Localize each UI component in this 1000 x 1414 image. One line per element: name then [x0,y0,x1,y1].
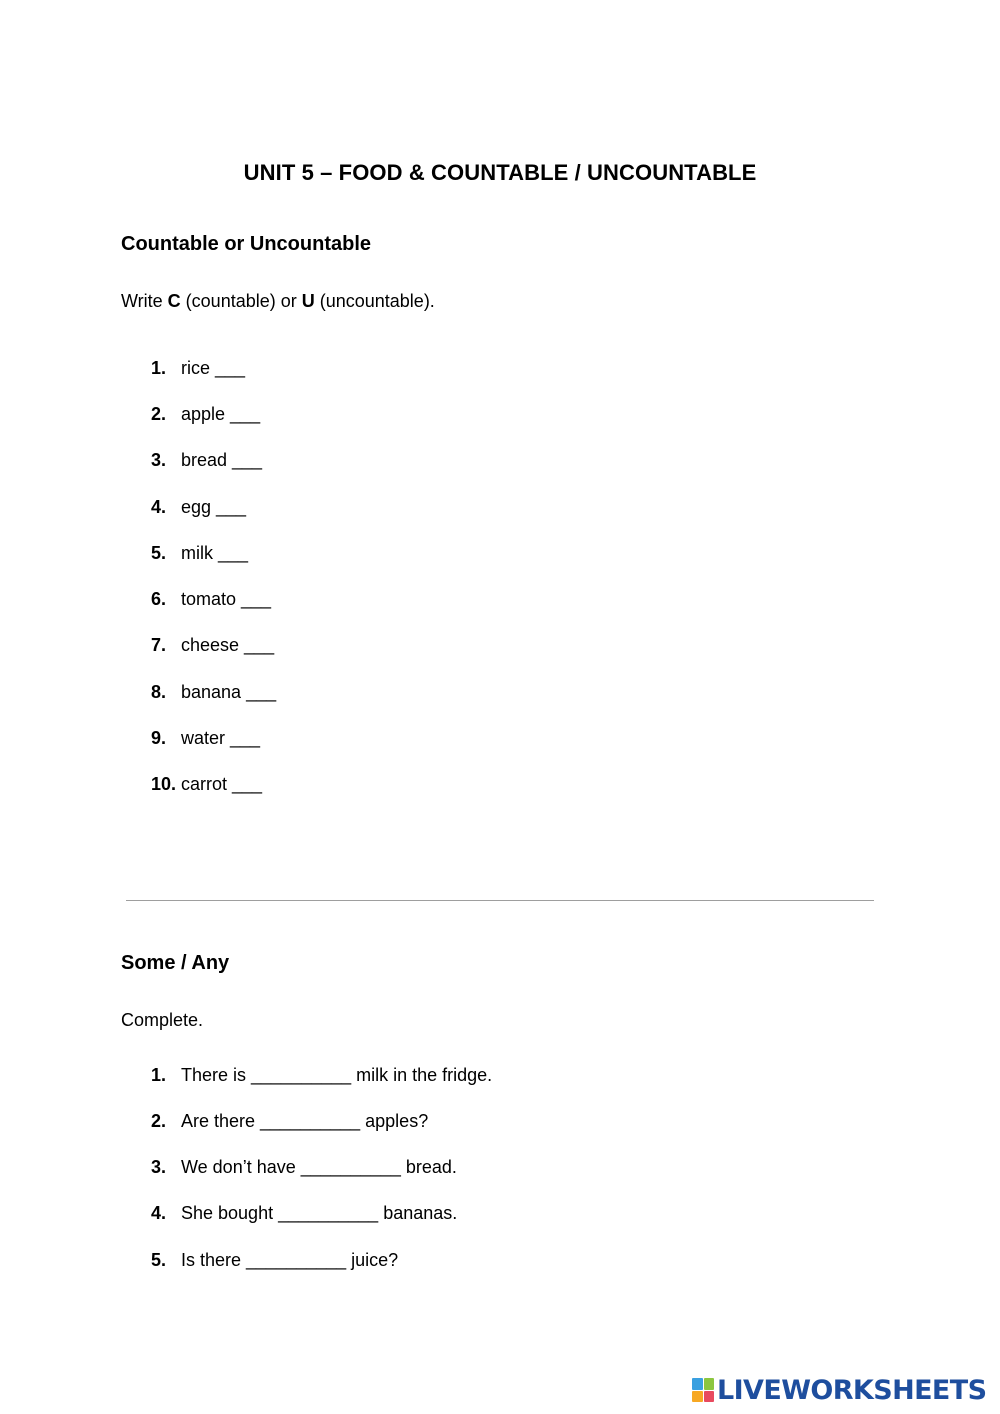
item-number: 1. [151,1065,167,1085]
item-number: 1. [151,358,167,378]
item-number: 2. [151,1111,167,1131]
item-number: 4. [151,497,167,517]
item-number: 3. [151,450,167,470]
logo-tile-2 [704,1378,715,1390]
logo-text: LIVEWORKSHEETS [717,1374,987,1406]
item-number: 10. [151,774,177,794]
item-text: Are there __________ apples? [181,1111,429,1131]
item-text: carrot ___ [181,774,263,794]
instruction-prefix: Write [121,291,168,311]
item-text: rice ___ [181,358,246,378]
list-item [151,1157,457,1178]
item-text: She bought __________ bananas. [181,1203,458,1223]
list-item [151,450,262,471]
instruction-suffix: (uncountable). [314,291,435,311]
list-item [151,1203,457,1224]
section-heading-some-any: Some / Any [121,952,230,974]
list-item [151,1111,428,1132]
item-text: There is __________ milk in the fridge. [181,1065,493,1085]
liveworksheets-logo[interactable] [692,1374,986,1406]
item-text: banana ___ [181,682,277,702]
list-item [151,682,276,703]
liveworksheets-logo-icon [692,1378,714,1402]
list-item [151,589,271,610]
item-number: 9. [151,728,167,748]
list-item [151,404,260,425]
logo-tile-3 [692,1391,703,1403]
page-title: UNIT 5 – FOOD & COUNTABLE / UNCOUNTABLE [243,160,757,185]
list-item [151,497,246,518]
instruction-countable [121,291,435,312]
list-item [151,635,274,656]
logo-tile-4 [704,1391,715,1403]
instruction-c: C [167,291,181,311]
item-text: bread ___ [181,450,263,470]
section-heading-countable: Countable or Uncountable [121,233,371,255]
item-text: tomato ___ [181,589,272,609]
list-item [151,1250,398,1271]
instruction-u: U [301,291,315,311]
item-number: 8. [151,682,167,702]
list-item [151,774,262,795]
item-text: We don’t have __________ bread. [181,1157,457,1177]
instruction-some-any: Complete. [121,1010,204,1030]
item-number: 6. [151,589,167,609]
item-text: milk ___ [181,543,249,563]
list-item [151,358,245,379]
item-number: 4. [151,1203,167,1223]
item-number: 7. [151,635,167,655]
item-text: cheese ___ [181,635,275,655]
item-text: water ___ [181,728,261,748]
item-number: 5. [151,543,167,563]
list-item [151,1065,492,1086]
list-item [151,728,260,749]
list-item [151,543,248,564]
item-text: egg ___ [181,497,247,517]
item-text: apple ___ [181,404,261,424]
section-divider [126,900,874,901]
logo-tile-1 [692,1378,703,1390]
item-number: 5. [151,1250,167,1270]
item-number: 2. [151,404,167,424]
instruction-middle: (countable) or [180,291,302,311]
item-text: Is there __________ juice? [181,1250,399,1270]
item-number: 3. [151,1157,167,1177]
